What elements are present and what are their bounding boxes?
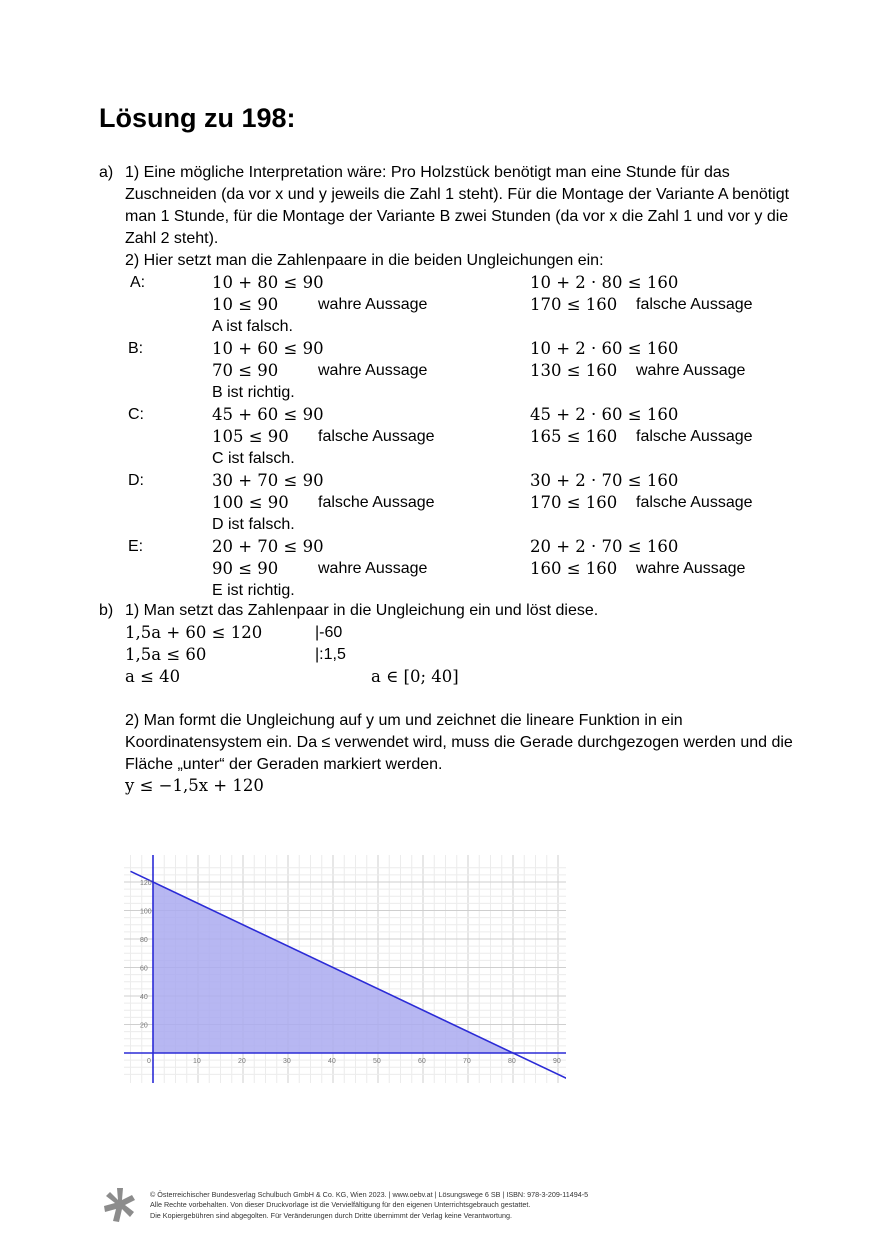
row-conclusion: E ist richtig. [212,582,295,599]
row-conclusion: D ist falsch. [212,516,295,533]
row-inequality-2: 45 + 2 · 60 ≤ 160 [530,405,679,424]
page-title: Lösung zu 198: [99,103,296,133]
row-statement-1: wahre Aussage [318,560,428,577]
row-statement-2: falsche Aussage [636,428,753,445]
part-b-operation-2: |:1,5 [315,646,346,663]
row-inequality-2: 10 + 2 · 60 ≤ 160 [530,339,679,358]
row-inequality-1: 45 + 60 ≤ 90 [212,405,324,424]
x-tick-label: 30 [283,1058,291,1065]
footer-line-1: © Österreichischer Bundesverlag Schulbuch GmbH & Co. KG, Wien 2023. | www.oebv.at | Lösungswege 6 SB | ISBN: 978-3-209-11494-5 [150,1190,589,1199]
row-result-1: 10 ≤ 90 [212,295,279,314]
row-statement-1: wahre Aussage [318,362,428,379]
y-tick-label: 80 [140,937,148,944]
part-b-step2-line-2: Koordinatensystem ein. Da ≤ verwendet wird, muss die Gerade durchgezogen werden und die [125,734,793,751]
row-statement-2: falsche Aussage [636,296,753,313]
row-conclusion: B ist richtig. [212,384,295,401]
row-label: D: [128,472,144,489]
x-tick-label: 90 [553,1058,561,1065]
row-result-1: 105 ≤ 90 [212,427,289,446]
part-b-step2-line-3: Fläche „unter“ der Geraden markiert werden. [125,756,443,773]
part-a-intro-line-2: Zuschneiden (da vor x und y jeweils die Zahl 1 steht). Für die Montage der Variante A benötigt [125,186,790,203]
x-tick-label: 40 [328,1058,336,1065]
row-inequality-2: 10 + 2 · 80 ≤ 160 [530,273,679,292]
part-b-equation-3: a ≤ 40 [125,667,181,686]
x-tick-label: 20 [238,1058,246,1065]
inequality-graph [124,855,566,1083]
row-result-2: 130 ≤ 160 [530,361,618,380]
row-statement-1: falsche Aussage [318,428,435,445]
y-tick-label: 40 [140,994,148,1001]
row-label: A: [130,274,146,291]
row-statement-2: wahre Aussage [636,362,746,379]
row-result-2: 170 ≤ 160 [530,295,618,314]
part-b-step1: 1) Man setzt das Zahlenpaar in die Ungleichung ein und löst diese. [125,602,599,619]
x-tick-label: 50 [373,1058,381,1065]
row-result-2: 160 ≤ 160 [530,559,618,578]
part-b-label: b) [99,602,114,619]
row-statement-1: falsche Aussage [318,494,435,511]
y-tick-label: 100 [140,908,152,916]
row-inequality-1: 10 + 60 ≤ 90 [212,339,324,358]
x-tick-label: 60 [418,1058,426,1065]
row-result-1: 90 ≤ 90 [212,559,279,578]
part-b-equation-1: 1,5a + 60 ≤ 120 [125,623,263,642]
row-result-1: 100 ≤ 90 [212,493,289,512]
y-tick-label: 120 [140,880,152,887]
y-tick-label: 20 [140,1022,148,1030]
footer-line-2: Alle Rechte vorbehalten. Von dieser Druckvorlage ist die Vervielfältigung für den eigenen Unterrichtsgebrauch gestattet. [150,1200,531,1210]
x-tick-label: 70 [463,1058,471,1065]
part-b-result-inequality: y ≤ −1,5x + 120 [125,776,264,795]
x-tick-label: 0 [147,1058,151,1065]
part-a-label: a) [99,164,114,181]
row-inequality-1: 30 + 70 ≤ 90 [212,471,324,490]
row-inequality-1: 20 + 70 ≤ 90 [212,537,324,556]
row-inequality-1: 10 + 80 ≤ 90 [212,273,324,292]
row-label: C: [128,406,144,423]
part-b-interval: a ∈ [0; 40] [371,667,459,686]
row-inequality-2: 20 + 2 · 70 ≤ 160 [530,537,679,556]
row-label: E: [128,538,144,555]
part-b-equation-2: 1,5a ≤ 60 [125,645,207,664]
oebv-asterisk-logo-icon [104,1188,136,1222]
row-result-1: 70 ≤ 90 [212,361,279,380]
y-tick-label: 60 [140,965,148,973]
row-statement-2: falsche Aussage [636,494,753,511]
part-a-step2: 2) Hier setzt man die Zahlenpaare in die beiden Ungleichungen ein: [125,252,604,269]
footer [150,1190,588,1221]
x-tick-label: 80 [508,1058,516,1065]
row-statement-1: wahre Aussage [318,296,428,313]
part-a-intro-line-3: man 1 Stunde, für die Montage der Variante B zwei Stunden (da vor x die Zahl 1 und vor y die [125,208,789,225]
row-conclusion: C ist falsch. [212,450,295,467]
row-conclusion: A ist falsch. [212,318,293,335]
row-label: B: [128,340,144,357]
footer-line-3: Die Kopiergebühren sind abgegolten. Für Veränderungen durch Dritte übernimmt der Verlag keine Verantwortung. [150,1210,512,1220]
row-result-2: 165 ≤ 160 [530,427,618,446]
part-a-intro-line-1: 1) Eine mögliche Interpretation wäre: Pro Holzstück benötigt man eine Stunde für das [125,164,730,181]
row-result-2: 170 ≤ 160 [530,493,618,512]
row-statement-2: wahre Aussage [636,560,746,577]
part-a-intro-line-4: Zahl 2 steht). [125,230,219,247]
x-tick-label: 10 [193,1058,201,1065]
row-inequality-2: 30 + 2 · 70 ≤ 160 [530,471,679,490]
part-b-operation-1: |-60 [315,624,343,641]
part-b-step2-line-1: 2) Man formt die Ungleichung auf y um und zeichnet die lineare Funktion in ein [125,712,683,729]
